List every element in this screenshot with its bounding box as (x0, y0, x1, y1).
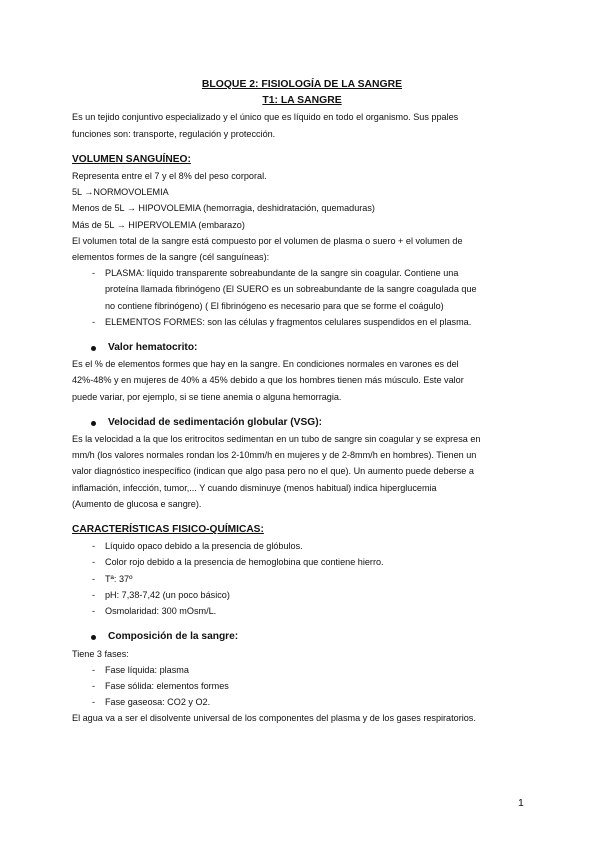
text-line: inflamación, infección, tumor,... Y cuando disminuye (menos habitual) indica hiperglucemia (72, 482, 437, 493)
subheading-vsg: Velocidad de sedimentación globular (VSG): (72, 415, 532, 431)
dash-bullet: - (92, 606, 96, 617)
list-item (72, 678, 532, 694)
list-item-line: Color rojo debido a la presencia de hemoglobina que contiene hierro. (105, 557, 384, 568)
list-item-line: proteína llamada fibrinógeno (El SUERO es un sobreabundante de la sangre coagulada que (105, 284, 477, 295)
text-line: Menos de 5L → HIPOVOLEMIA (hemorragia, deshidratación, quemaduras) (72, 203, 375, 214)
dash-bullet: - (92, 573, 96, 584)
text-line: Representa entre el 7 y el 8% del peso corporal. (72, 171, 267, 182)
list-item-line: ELEMENTOS FORMES: son las células y fragmentos celulares suspendidos en el plasma. (105, 316, 472, 327)
list-item (72, 538, 532, 554)
text-line: elementos formes de la sangre (cél sanguíneas): (72, 252, 270, 263)
intro-line: funciones son: transporte, regulación y protección. (72, 128, 276, 139)
section-heading-volumen: VOLUMEN SANGUÍNEO: (72, 153, 191, 165)
list-item-line: Fase gaseosa: CO2 y O2. (105, 697, 211, 708)
list-item-line: PLASMA: líquido transparente sobreabundante de la sangre sin coagular. Contiene una (105, 268, 459, 279)
dash-bullet: - (92, 680, 96, 691)
text-line: valor diagnóstico inespecífico (indican que algo pasa pero no el que). Un aumento puede deberse a (72, 466, 474, 477)
list-item-line: Tª: 37º (105, 573, 133, 584)
dash-bullet: - (92, 316, 96, 327)
page-title: BLOQUE 2: FISIOLOGÍA DE LA SANGRE (201, 79, 403, 90)
dash-bullet: - (92, 664, 96, 675)
list-item (72, 694, 532, 710)
section-heading-caracteristicas: CARACTERÍSTICAS FISICO-QUÍMICAS: (72, 524, 264, 536)
list-item (72, 603, 532, 619)
list-item (72, 554, 532, 570)
dash-bullet: - (92, 589, 96, 600)
text-line: Tiene 3 fases: (72, 648, 129, 659)
dash-bullet: - (92, 541, 96, 552)
text-line: Más de 5L → HIPERVOLEMIA (embarazo) (72, 219, 245, 230)
text-line: 42%-48% y en mujeres de 40% a 45% debido a que los hombres tienen más músculo. Este valor (72, 375, 464, 386)
bullet-dot-icon (91, 421, 96, 426)
text-line: Es la velocidad a la que los eritrocitos sedimentan en un tubo de sangre sin coagular y se expresa en (72, 434, 481, 445)
text-line: 5L →NORMOVOLEMIA (72, 187, 169, 198)
list-item (72, 571, 532, 587)
intro-line: Es un tejido conjuntivo especializado y el único que es líquido en todo el organismo. Sus ppales (72, 112, 459, 123)
subheading-hematocrito: Valor hematocrito: (72, 340, 532, 356)
text-line: mm/h (los valores normales rondan los 2-10mm/h en mujeres y de 2-8mm/h en hombres). Tienen un (72, 450, 477, 461)
text-line: puede variar, por ejemplo, si se tiene anemia o alguna hemorragia. (72, 391, 342, 402)
text-line: (Aumento de glucosa e sangre). (72, 498, 202, 509)
page-content (72, 77, 532, 727)
list-item-line: Fase sólida: elementos formes (105, 680, 229, 691)
list-item-line: no contiene fibrinógeno) ( El fibrinógeno es necesario para que se forme el coágulo) (105, 300, 444, 311)
list-item-line: Fase líquida: plasma (105, 664, 189, 675)
page-number: 1 (518, 797, 524, 809)
list-item-line: Líquido opaco debido a la presencia de glóbulos. (105, 541, 303, 552)
list-item-line: Osmolaridad: 300 mOsm/L. (105, 606, 217, 617)
list-item (72, 314, 532, 330)
list-item (72, 662, 532, 678)
list-item-line: pH: 7,38-7,42 (un poco básico) (105, 589, 230, 600)
list-item (72, 587, 532, 603)
dash-bullet: - (92, 557, 96, 568)
page-subtitle: T1: LA SANGRE (262, 95, 342, 107)
text-line: Es el % de elementos formes que hay en la sangre. En condiciones normales en varones es del (72, 359, 459, 370)
text-line: El volumen total de la sangre está compuesto por el volumen de plasma o suero + el volumen de (72, 235, 463, 246)
subheading-composicion: Composición de la sangre: (72, 629, 532, 645)
dash-bullet: - (92, 697, 96, 708)
dash-bullet: - (92, 268, 96, 279)
text-line: El agua va a ser el disolvente universal de los componentes del plasma y de los gases respiratorios. (72, 713, 476, 724)
list-item (72, 265, 532, 314)
